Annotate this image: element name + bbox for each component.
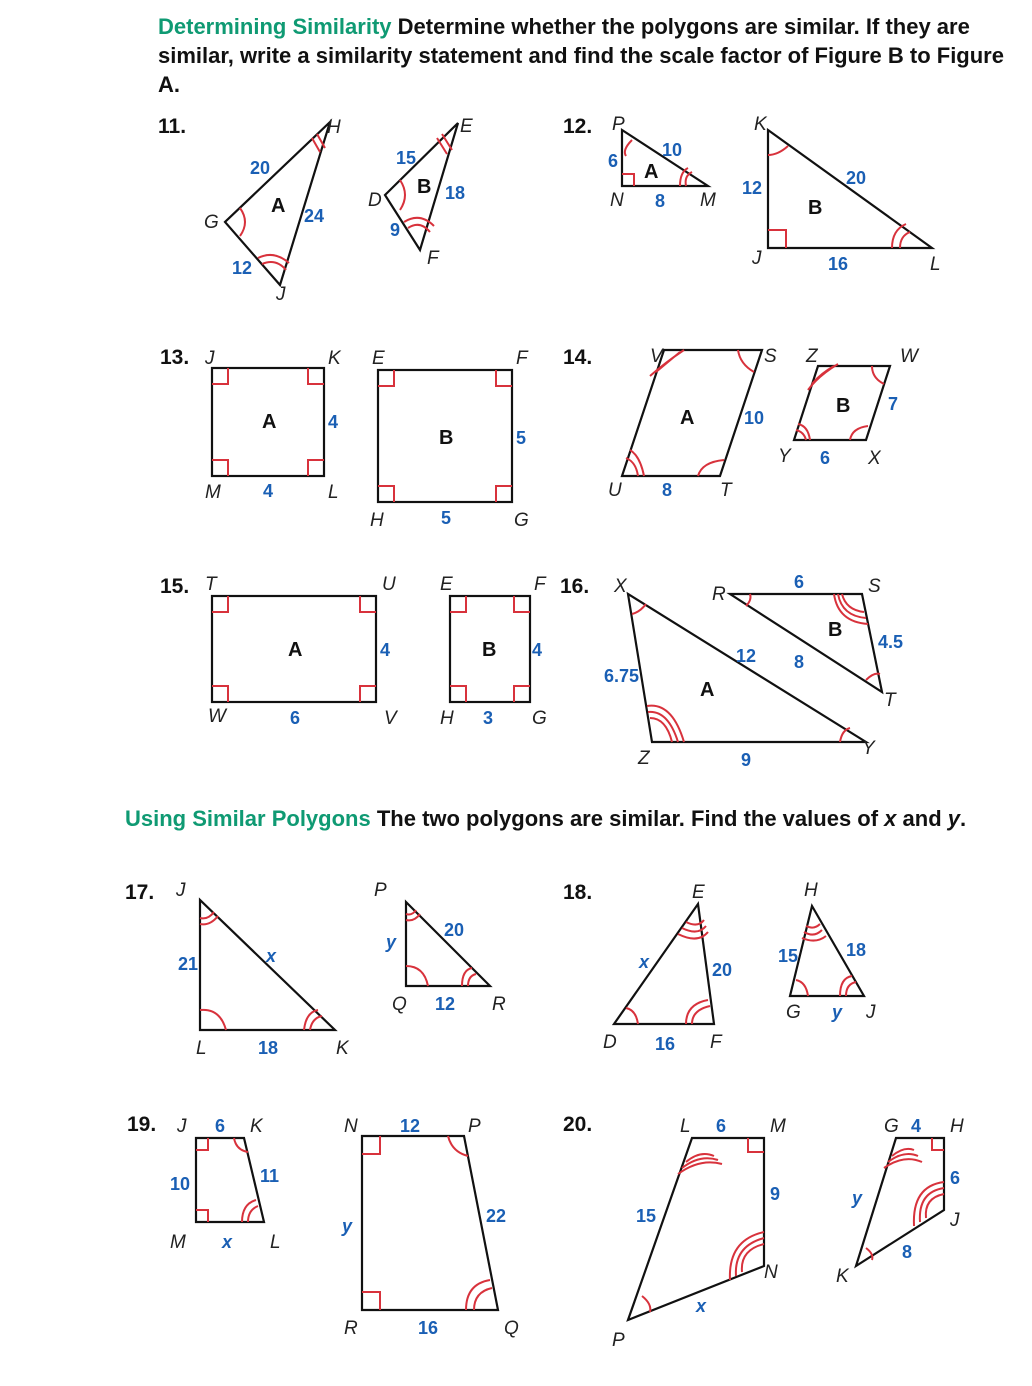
problem-14-number: 14. — [563, 346, 593, 369]
side-length: 15 — [636, 1206, 657, 1226]
vertex-label: J — [205, 348, 215, 369]
vertex-label: S — [764, 346, 777, 367]
problem-16-number: 16. — [560, 575, 590, 598]
problem-14-figures — [608, 346, 920, 501]
right-angle-mark — [622, 174, 634, 186]
triangle-b — [730, 594, 882, 692]
period: . — [960, 806, 967, 831]
triangle-a — [628, 594, 866, 742]
section1-instructions: Determine whether the polygons are similar. If they are similar, write a similarity statement and find the scale factor of Figure B to Figure A. — [158, 14, 1004, 97]
vertex-label: Q — [504, 1318, 519, 1339]
vertex-label: L — [270, 1232, 281, 1253]
right-angle-marks — [362, 1136, 380, 1310]
angle-mark — [400, 180, 405, 210]
angle-mark — [647, 706, 684, 742]
figure-label: A — [288, 639, 303, 661]
side-length: 16 — [828, 254, 849, 274]
side-length: 15 — [396, 148, 417, 168]
vertex-label: W — [208, 706, 226, 727]
side-length: 6 — [290, 708, 301, 728]
problem-12-number: 12. — [563, 115, 593, 138]
vertex-label: E — [372, 348, 385, 369]
vertex-label: R — [344, 1318, 358, 1339]
side-length: 8 — [655, 191, 666, 211]
side-length: 16 — [418, 1318, 439, 1338]
side-length: 20 — [250, 158, 271, 178]
vertex-label: J — [866, 1002, 876, 1023]
vertex-label: F — [710, 1032, 722, 1053]
angle-mark — [678, 920, 708, 939]
vertex-label: H — [327, 117, 341, 138]
vertex-label: L — [328, 482, 339, 503]
problem-12-figures — [608, 114, 941, 275]
vertex-label: N — [764, 1262, 778, 1283]
vertex-label: G — [884, 1116, 899, 1137]
side-length: 4 — [911, 1116, 922, 1136]
angle-mark — [850, 426, 868, 440]
vertex-label: E — [440, 574, 453, 595]
problem-18-number: 18. — [563, 881, 593, 904]
side-length: 12 — [736, 646, 757, 666]
side-length: 4 — [532, 640, 543, 660]
vertex-label: Q — [392, 994, 407, 1015]
side-length: 5 — [441, 508, 452, 528]
vertex-label: K — [328, 348, 341, 369]
angle-mark — [304, 1010, 322, 1030]
side-length: 8 — [902, 1242, 913, 1262]
angle-mark — [768, 146, 788, 155]
angle-mark — [642, 1296, 650, 1312]
vertex-label: E — [692, 882, 705, 903]
figure-label: B — [828, 619, 843, 641]
figure-label: B — [439, 427, 454, 449]
vertex-label: K — [336, 1038, 349, 1059]
side-length: 6 — [820, 448, 831, 468]
vertex-label: F — [534, 574, 546, 595]
problem-18-figures — [603, 880, 876, 1054]
right-angle-mark — [932, 1138, 944, 1150]
problem-15-number: 15. — [160, 575, 190, 598]
vertex-label: G — [204, 212, 219, 233]
side-length: 8 — [794, 652, 805, 672]
vertex-label: J — [276, 284, 286, 305]
side-length: 12 — [400, 1116, 421, 1136]
side-length: 4.5 — [878, 632, 904, 652]
vertex-label: M — [205, 482, 221, 503]
side-length: 6 — [608, 151, 619, 171]
problem-19-number: 19. — [127, 1113, 157, 1136]
side-length: x — [222, 1232, 233, 1252]
vertex-label: Y — [862, 738, 875, 759]
angle-mark — [242, 1200, 258, 1222]
side-length: 4 — [380, 640, 391, 660]
side-length: y — [386, 932, 397, 952]
vertex-label: H — [950, 1116, 964, 1137]
vertex-label: E — [460, 116, 473, 137]
angle-mark — [872, 366, 884, 384]
figure-label: B — [482, 639, 497, 661]
problem-19-figures — [170, 1116, 519, 1339]
vertex-label: G — [532, 708, 547, 729]
problem-17-number: 17. — [125, 881, 155, 904]
side-length: x — [266, 946, 277, 966]
angle-mark — [625, 140, 632, 156]
vertex-label: M — [170, 1232, 186, 1253]
figure-label: B — [417, 176, 432, 198]
side-length: 11 — [260, 1166, 280, 1186]
vertex-label: D — [603, 1032, 617, 1053]
angle-mark — [632, 604, 646, 614]
vertex-label: F — [516, 348, 528, 369]
angle-mark — [892, 224, 910, 248]
angle-mark — [466, 1280, 492, 1310]
problem-17-figures — [175, 880, 506, 1059]
triangle-b — [768, 130, 932, 248]
side-length: 4 — [328, 412, 339, 432]
figure-label: A — [700, 679, 715, 701]
vertex-label: M — [700, 190, 716, 211]
side-length: 12 — [232, 258, 253, 278]
angle-mark — [406, 910, 420, 920]
figure-label: A — [644, 161, 659, 183]
angle-mark — [802, 924, 826, 941]
vertex-label: H — [804, 880, 818, 901]
vertex-label: H — [440, 708, 454, 729]
vertex-label: T — [884, 690, 896, 711]
vertex-label: K — [836, 1266, 849, 1287]
vertex-label: N — [610, 190, 624, 211]
side-length: 20 — [846, 168, 867, 188]
vertex-label: S — [868, 576, 881, 597]
vertex-label: T — [720, 480, 732, 501]
problem-11-number: 11. — [158, 115, 187, 138]
side-length: 6 — [716, 1116, 727, 1136]
section2-title: Using Similar Polygons — [125, 806, 371, 831]
angle-mark — [626, 1008, 638, 1024]
side-length: 5 — [516, 428, 527, 448]
vertex-label: Y — [778, 446, 791, 467]
side-length: 20 — [444, 920, 465, 940]
side-length: y — [852, 1188, 863, 1208]
figure-label: A — [680, 407, 695, 429]
side-length: 22 — [486, 1206, 507, 1226]
side-length: x — [639, 952, 650, 972]
section1-title: Determining Similarity — [158, 14, 392, 39]
vertex-label: W — [900, 346, 918, 367]
side-length: 8 — [662, 480, 673, 500]
angle-mark — [746, 594, 751, 606]
problem-16-figures — [604, 572, 903, 770]
side-length: 9 — [390, 220, 401, 240]
vertex-label: Z — [638, 748, 650, 769]
vertex-label: T — [205, 574, 217, 595]
angle-mark — [258, 255, 289, 270]
vertex-label: X — [614, 576, 627, 597]
vertex-label: V — [650, 346, 663, 367]
vertex-label: K — [250, 1116, 263, 1137]
vertex-label: J — [176, 880, 186, 901]
vertex-label: M — [770, 1116, 786, 1137]
side-length: 24 — [304, 206, 325, 226]
side-length: 4 — [263, 481, 274, 501]
angle-mark — [406, 966, 428, 986]
vertex-label: L — [196, 1038, 207, 1059]
var-x: x — [884, 806, 897, 831]
side-length: 3 — [483, 708, 494, 728]
vertex-label: L — [930, 254, 941, 275]
problem-13-figures — [204, 348, 529, 531]
vertex-label: P — [612, 1330, 625, 1351]
vertex-label: U — [382, 574, 396, 595]
angle-mark — [240, 208, 245, 236]
angle-mark — [796, 980, 808, 996]
side-length: 10 — [744, 408, 765, 428]
side-length: 6 — [794, 572, 805, 592]
side-length: y — [832, 1002, 843, 1022]
vertex-label: R — [712, 584, 726, 605]
figure-label: B — [808, 197, 823, 219]
side-length: 18 — [445, 183, 466, 203]
side-length: x — [696, 1296, 707, 1316]
angle-mark — [738, 350, 754, 372]
vertex-label: R — [492, 994, 506, 1015]
vertex-label: J — [177, 1116, 187, 1137]
vertex-label: G — [514, 510, 529, 531]
vertex-label: F — [427, 248, 439, 269]
vertex-label: P — [612, 114, 625, 135]
vertex-label: D — [368, 190, 382, 211]
side-length: 10 — [170, 1174, 191, 1194]
var-y: y — [947, 806, 961, 831]
triangle-edf — [614, 904, 714, 1024]
side-length: 20 — [712, 960, 733, 980]
side-length: 18 — [846, 940, 867, 960]
side-length: 9 — [770, 1184, 781, 1204]
side-length: 7 — [888, 394, 899, 414]
problem-20-figures — [612, 1116, 964, 1351]
vertex-label: U — [608, 480, 622, 501]
side-length: 12 — [435, 994, 456, 1014]
vertex-label: G — [786, 1002, 801, 1023]
side-length: 12 — [742, 178, 763, 198]
problem-13-number: 13. — [160, 346, 190, 369]
vertex-label: P — [468, 1116, 481, 1137]
problem-15-figures — [205, 574, 547, 729]
vertex-label: L — [680, 1116, 691, 1137]
figure-label: A — [271, 195, 286, 217]
figure-label: B — [836, 395, 851, 417]
vertex-label: Z — [806, 346, 818, 367]
side-length: 21 — [178, 954, 199, 974]
problem-11-figures — [204, 116, 473, 305]
vertex-label: V — [384, 708, 397, 729]
vertex-label: P — [374, 880, 387, 901]
problem-20-number: 20. — [563, 1113, 593, 1136]
vertex-label: K — [754, 114, 767, 135]
angle-mark — [686, 1000, 710, 1024]
side-length: 6.75 — [604, 666, 640, 686]
side-length: y — [342, 1216, 353, 1236]
side-length: 6 — [215, 1116, 226, 1136]
side-length: 6 — [950, 1168, 961, 1188]
angle-mark — [200, 1010, 226, 1030]
right-angle-mark — [748, 1138, 764, 1152]
vertex-label: J — [950, 1210, 960, 1231]
right-angle-marks — [196, 1138, 208, 1222]
side-length: 9 — [741, 750, 752, 770]
vertex-label: N — [344, 1116, 358, 1137]
side-length: 16 — [655, 1034, 676, 1054]
side-length: 18 — [258, 1038, 279, 1058]
and-word: and — [896, 806, 948, 831]
side-length: 10 — [662, 140, 683, 160]
figure-label: A — [262, 411, 277, 433]
vertex-label: X — [868, 448, 881, 469]
section2-instructions: The two polygons are similar. Find the values of — [376, 806, 885, 831]
vertex-label: J — [752, 248, 762, 269]
side-length: 15 — [778, 946, 799, 966]
right-angle-mark — [768, 230, 786, 248]
vertex-label: H — [370, 510, 384, 531]
